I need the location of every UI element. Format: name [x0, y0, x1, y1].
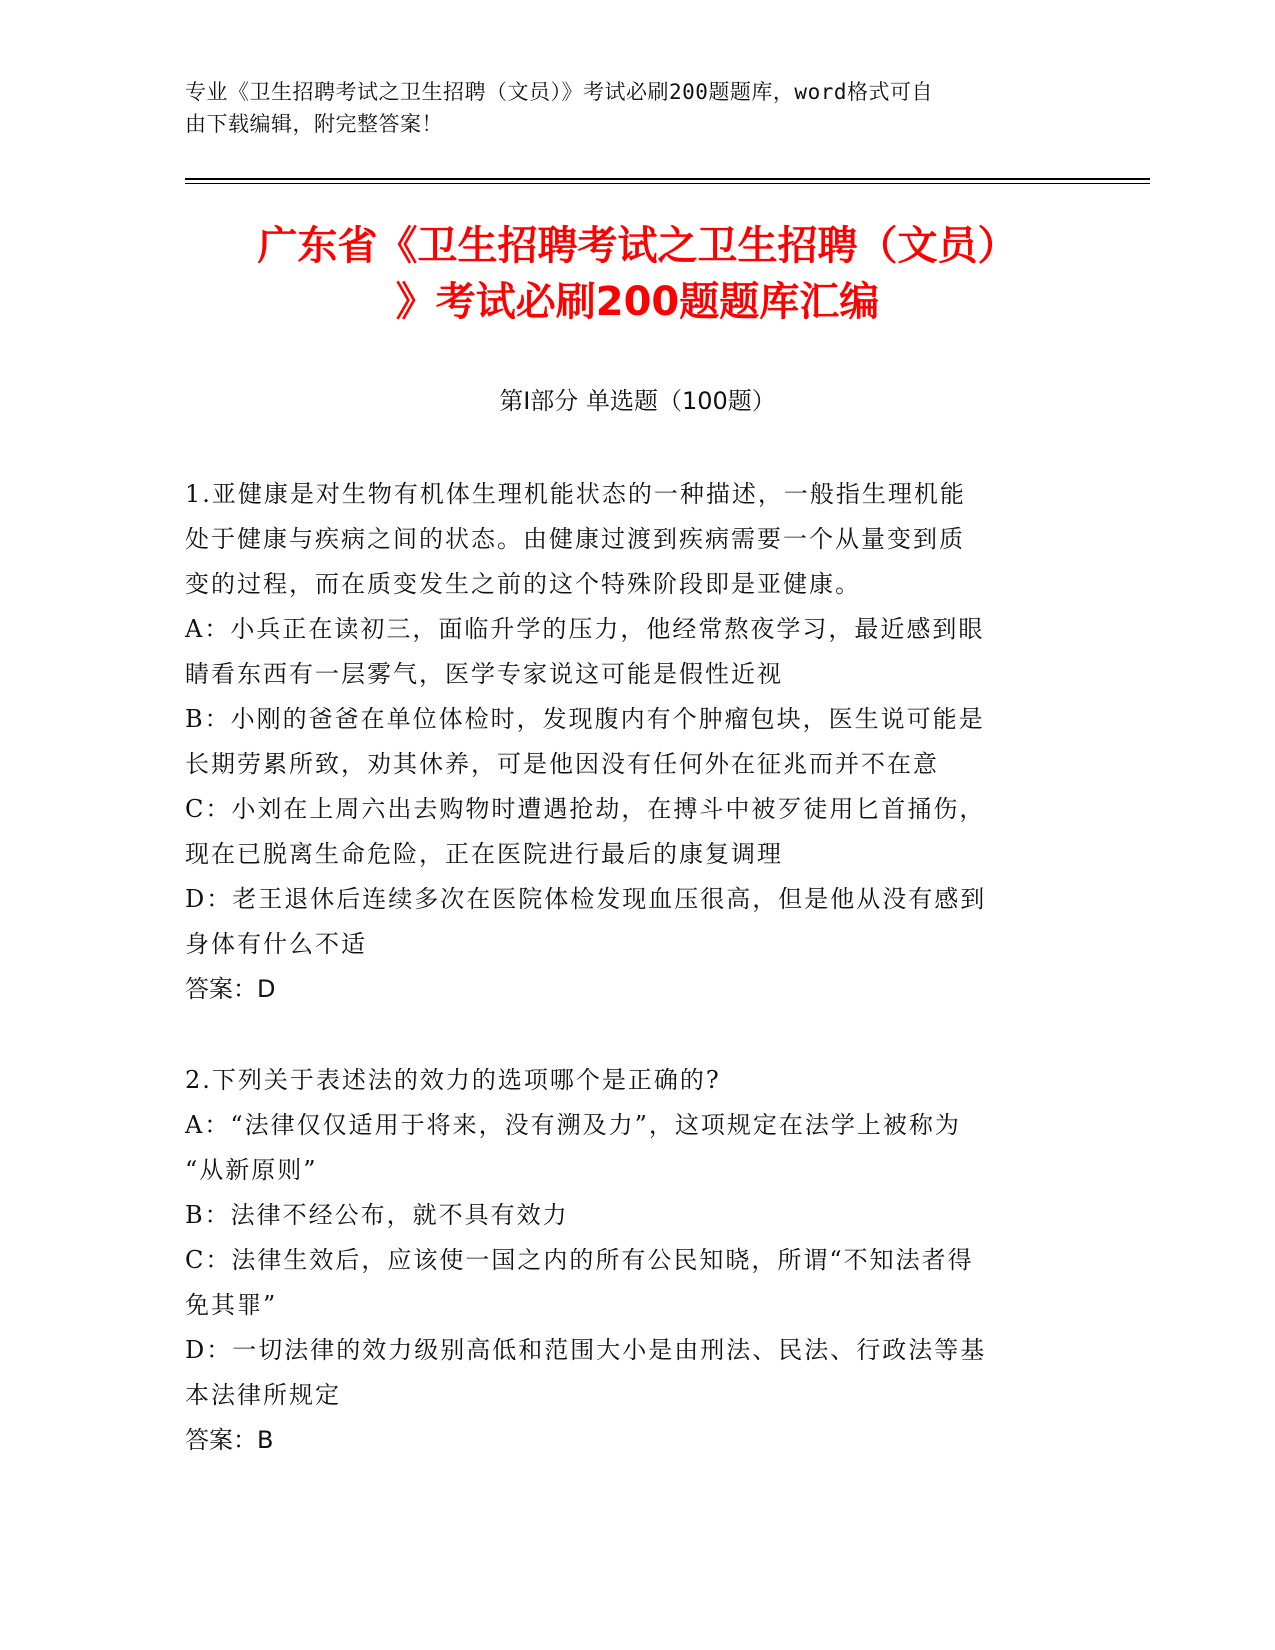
option-line: C：法律生效后，应该使一国之内的所有公民知晓，所谓“不知法者得 — [185, 1246, 974, 1274]
option-line: 长期劳累所致，劝其休养，可是他因没有任何外在征兆而并不在意 — [185, 750, 939, 778]
question-stem-line: 1.亚健康是对生物有机体生理机能状态的一种描述，一般指生理机能 — [185, 480, 966, 508]
header-divider-thin — [185, 183, 1150, 184]
header-note-line: 专业《卫生招聘考试之卫生招聘（文员）》考试必刷200题题库，word格式可自 — [185, 80, 933, 104]
option-line: C：小刘在上周六出去购物时遭遇抢劫，在搏斗中被歹徒用匕首捅伤， — [185, 795, 986, 823]
option-line: 睛看东西有一层雾气，医学专家说这可能是假性近视 — [185, 660, 783, 688]
option-line: 本法律所规定 — [185, 1381, 341, 1409]
option-line: A：小兵正在读初三，面临升学的压力，他经常熬夜学习，最近感到眼 — [185, 615, 985, 643]
option-line: D：老王退休后连续多次在医院体检发现血压很高，但是他从没有感到 — [185, 885, 987, 913]
document-title-line: 广东省《卫生招聘考试之卫生招聘（文员） — [257, 223, 1018, 269]
answer-line: 答案：D — [185, 975, 276, 1003]
header-note-line: 由下载编辑，附完整答案！ — [185, 112, 443, 136]
option-line: 免其罪” — [185, 1291, 278, 1319]
option-line: B：法律不经公布，就不具有效力 — [185, 1201, 569, 1229]
option-line: B：小刚的爸爸在单位体检时，发现腹内有个肿瘤包块，医生说可能是 — [185, 705, 985, 733]
section-heading: 第Ⅰ部分 单选题（100题） — [499, 387, 776, 415]
question-stem-line: 2.下列关于表述法的效力的选项哪个是正确的? — [185, 1066, 721, 1094]
option-line: 现在已脱离生命危险，正在医院进行最后的康复调理 — [185, 840, 783, 868]
document-title-line: 》考试必刷200题题库汇编 — [395, 279, 880, 325]
header-divider-thick — [185, 178, 1150, 180]
header-note — [185, 76, 1085, 140]
question-stem-line: 变的过程，而在质变发生之前的这个特殊阶段即是亚健康。 — [185, 570, 861, 598]
answer-line: 答案：B — [185, 1426, 274, 1454]
question-list — [185, 472, 1085, 1509]
option-line: A：“法律仅仅适用于将来，没有溯及力”，这项规定在法学上被称为 — [185, 1111, 961, 1139]
option-line: D：一切法律的效力级别高低和范围大小是由刑法、民法、行政法等基 — [185, 1336, 987, 1364]
question-stem-line: 处于健康与疾病之间的状态。由健康过渡到疾病需要一个从量变到质 — [185, 525, 965, 553]
option-line: 身体有什么不适 — [185, 930, 367, 958]
option-line: “从新原则” — [185, 1156, 318, 1184]
question-item — [185, 1058, 1085, 1463]
document-title — [185, 218, 1090, 330]
question-item — [185, 472, 1085, 1012]
